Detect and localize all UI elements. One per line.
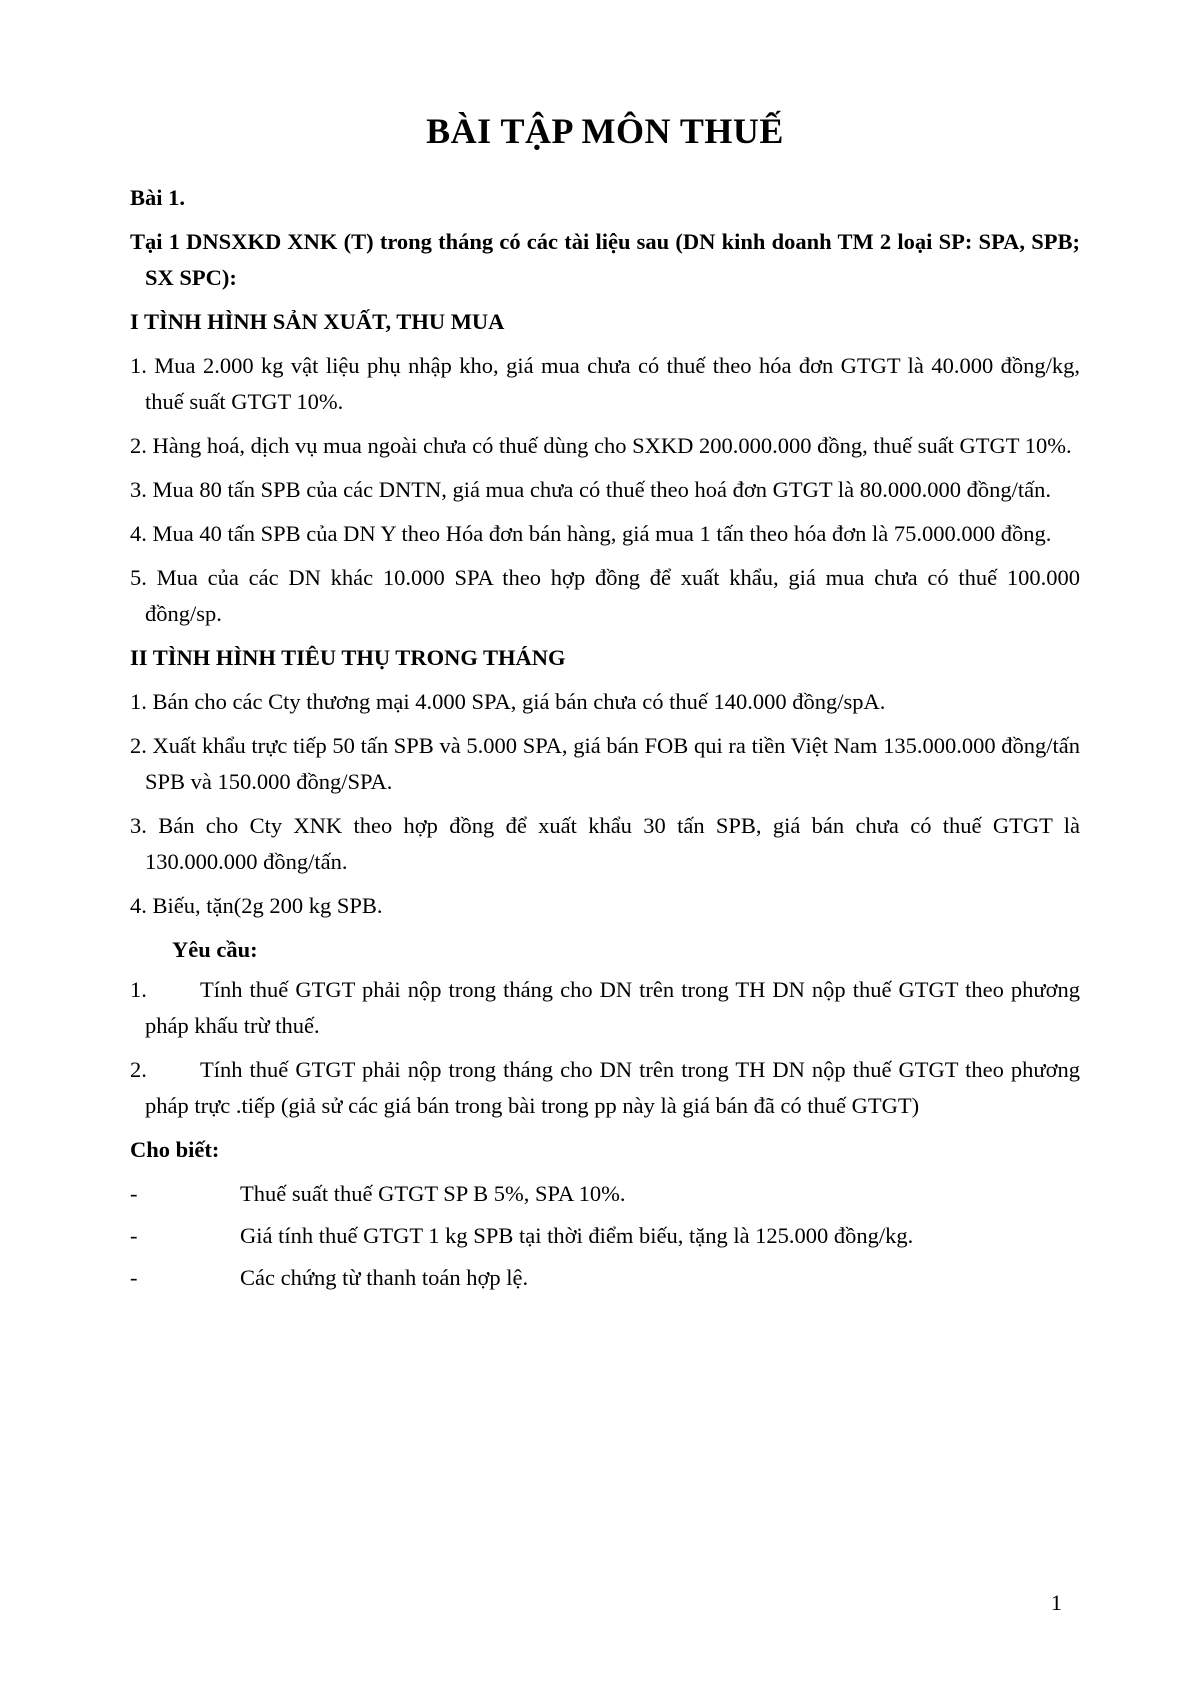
list-item: 4. Mua 40 tấn SPB của DN Y theo Hóa đơn bán hàng, giá mua 1 tấn theo hóa đơn là 75.000.000 đồng. (130, 521, 1052, 546)
list-item: 1. Bán cho các Cty thương mại 4.000 SPA, giá bán chưa có thuế 140.000 đồng/spA. (130, 689, 886, 714)
given-text: Thuế suất thuế GTGT SP B 5%, SPA 10%. (240, 1181, 626, 1206)
given-heading: Cho biết: (130, 1137, 220, 1162)
section-heading-sales: II TÌNH HÌNH TIÊU THỤ TRONG THÁNG (130, 645, 566, 670)
bullet-dash: - (130, 1223, 138, 1248)
requirement-text: Tính thuế GTGT phải nộp trong tháng cho DN trên trong TH DN nộp thuế GTGT theo phương pháp trực .tiếp (giả sử các giá bán trong bài trong pp này là giá bán đã có thuế GTGT) (145, 1057, 1080, 1118)
list-item: 4. Biếu, tặn(2g 200 kg SPB. (130, 893, 383, 918)
page-number: 1 (1050, 1590, 1062, 1615)
document-body (130, 108, 1080, 1302)
given-item (130, 1218, 1080, 1254)
bullet-dash: - (130, 1181, 138, 1206)
given-text: Giá tính thuế GTGT 1 kg SPB tại thời điểm biếu, tặng là 125.000 đồng/kg. (240, 1223, 914, 1248)
given-item (130, 1260, 1080, 1296)
requirement-number: 2. (130, 1057, 147, 1082)
list-item: 3. Mua 80 tấn SPB của các DNTN, giá mua chưa có thuế theo hoá đơn GTGT là 80.000.000 đồng/tấn. (130, 477, 1051, 502)
list-item: 5. Mua của các DN khác 10.000 SPA theo hợp đồng để xuất khẩu, giá mua chưa có thuế 100.000 đồng/sp. (130, 565, 1080, 626)
given-text: Các chứng từ thanh toán hợp lệ. (240, 1265, 529, 1290)
list-item: 1. Mua 2.000 kg vật liệu phụ nhập kho, giá mua chưa có thuế theo hóa đơn GTGT là 40.000 đồng/kg, thuế suất GTGT 10%. (130, 353, 1080, 414)
requirement-item (130, 1052, 1080, 1124)
requirement-number: 1. (130, 977, 147, 1002)
exercise-label: Bài 1. (130, 185, 186, 210)
list-item: 2. Xuất khẩu trực tiếp 50 tấn SPB và 5.000 SPA, giá bán FOB qui ra tiền Việt Nam 135.000.000 đồng/tấn SPB và 150.000 đồng/SPA. (130, 733, 1080, 794)
list-item: 2. Hàng hoá, dịch vụ mua ngoài chưa có thuế dùng cho SXKD 200.000.000 đồng, thuế suất GTGT 10%. (130, 433, 1072, 458)
exercise-intro: Tại 1 DNSXKD XNK (T) trong tháng có các tài liệu sau (DN kinh doanh TM 2 loại SP: SPA, SPB; SX SPC): (130, 229, 1080, 290)
requirement-text: Tính thuế GTGT phải nộp trong tháng cho DN trên trong TH DN nộp thuế GTGT theo phương pháp khấu trừ thuế. (145, 977, 1080, 1038)
requirements-heading: Yêu cầu: (172, 937, 258, 962)
document-title: BÀI TẬP MÔN THUẾ (426, 111, 784, 151)
given-item (130, 1176, 1080, 1212)
list-item: 3. Bán cho Cty XNK theo hợp đồng để xuất khẩu 30 tấn SPB, giá bán chưa có thuế GTGT là 130.000.000 đồng/tấn. (130, 813, 1080, 874)
bullet-dash: - (130, 1265, 138, 1290)
section-heading-production: I TÌNH HÌNH SẢN XUẤT, THU MUA (130, 309, 505, 334)
requirement-item (130, 972, 1080, 1044)
